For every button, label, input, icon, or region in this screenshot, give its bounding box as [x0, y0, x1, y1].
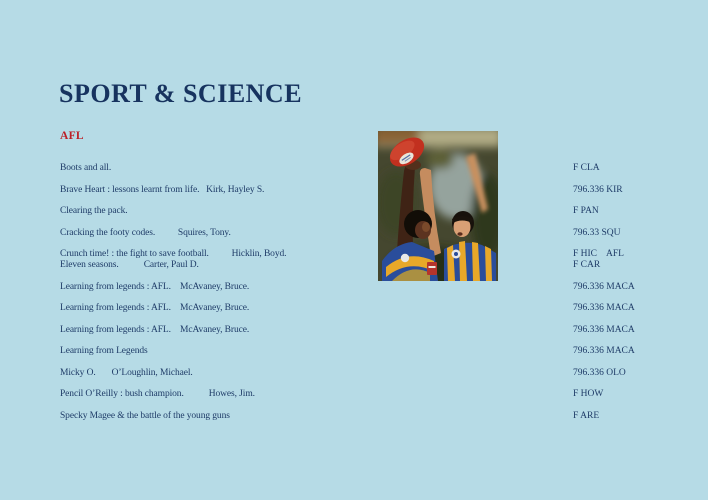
tab-space	[171, 325, 180, 335]
book-author: McAvaney, Bruce.	[180, 281, 250, 292]
list-item-text	[60, 368, 193, 378]
book-title: Micky O.	[60, 367, 96, 378]
call-number: 796.336 MACA	[573, 281, 635, 292]
book-title: Learning from legends : AFL.	[60, 324, 171, 335]
list-item-text	[60, 228, 231, 238]
call-number: F CAR	[573, 260, 601, 270]
list-item-text	[60, 389, 255, 399]
list-item	[60, 368, 660, 379]
book-title: Learning from Legends	[60, 346, 148, 356]
book-title: Brave Heart : lessons learnt from life.	[60, 184, 200, 195]
list-item	[60, 303, 660, 314]
book-list	[60, 163, 660, 432]
book-title: Clearing the pack.	[60, 206, 128, 216]
page-title: SPORT & SCIENCE	[59, 79, 303, 108]
tab-space	[184, 389, 209, 399]
list-item-text	[60, 282, 249, 292]
book-author: McAvaney, Bruce.	[180, 303, 250, 313]
book-title: Boots and all.	[60, 163, 112, 173]
list-item-text	[60, 185, 264, 195]
book-author: Kirk, Hayley S.	[206, 184, 265, 195]
book-title: Pencil O’Reilly : bush champion.	[60, 389, 184, 399]
list-item	[60, 260, 660, 271]
call-number: F HIC AFL	[573, 249, 624, 259]
book-author: Carter, Paul D.	[143, 260, 199, 270]
tab-space	[96, 368, 112, 378]
book-author: Squires, Tony.	[177, 227, 231, 238]
book-title: Specky Magee & the battle of the young guns	[60, 410, 230, 421]
book-author: O’Loughlin, Michael.	[111, 367, 193, 378]
call-number: 796.336 MACA	[573, 303, 635, 313]
call-number: 796.33 SQU	[573, 227, 621, 238]
call-number: 796.336 KIR	[573, 184, 623, 195]
list-item-text	[60, 260, 199, 270]
list-item-text	[60, 249, 286, 259]
tab-space	[171, 303, 180, 313]
list-item	[60, 228, 660, 239]
list-item	[60, 163, 660, 174]
list-item	[60, 389, 660, 400]
call-number: 796.336 OLO	[573, 367, 626, 378]
list-item	[60, 325, 660, 336]
list-item	[60, 185, 660, 196]
call-number: F HOW	[573, 389, 604, 399]
call-number: 796.336 MACA	[573, 324, 635, 335]
section-heading-afl: AFL	[60, 130, 84, 142]
call-number: F CLA	[573, 163, 600, 173]
list-item-text	[60, 303, 249, 313]
book-title: Crunch time! : the fight to save football.	[60, 249, 209, 259]
book-title: Eleven seasons.	[60, 260, 119, 270]
tab-space	[119, 260, 144, 270]
list-item-text	[60, 346, 148, 356]
list-item	[60, 282, 660, 293]
call-number: F ARE	[573, 410, 600, 421]
call-number: F PAN	[573, 206, 599, 216]
tab-space	[171, 282, 180, 292]
list-item	[60, 346, 660, 357]
list-item	[60, 249, 660, 260]
list-item	[60, 411, 660, 422]
call-number: 796.336 MACA	[573, 346, 635, 356]
book-author: McAvaney, Bruce.	[180, 324, 250, 335]
list-item-text	[60, 206, 128, 216]
book-title: Learning from legends : AFL.	[60, 303, 171, 313]
book-title: Learning from legends : AFL.	[60, 281, 171, 292]
list-item-text	[60, 163, 111, 173]
book-title: Cracking the footy codes.	[60, 227, 156, 238]
tab-space	[209, 249, 232, 259]
tab-space	[155, 228, 178, 238]
list-item	[60, 206, 660, 217]
book-author: Howes, Jim.	[208, 389, 255, 399]
book-author: Hicklin, Boyd.	[231, 249, 287, 259]
list-item-text	[60, 411, 230, 421]
list-item-text	[60, 325, 249, 335]
